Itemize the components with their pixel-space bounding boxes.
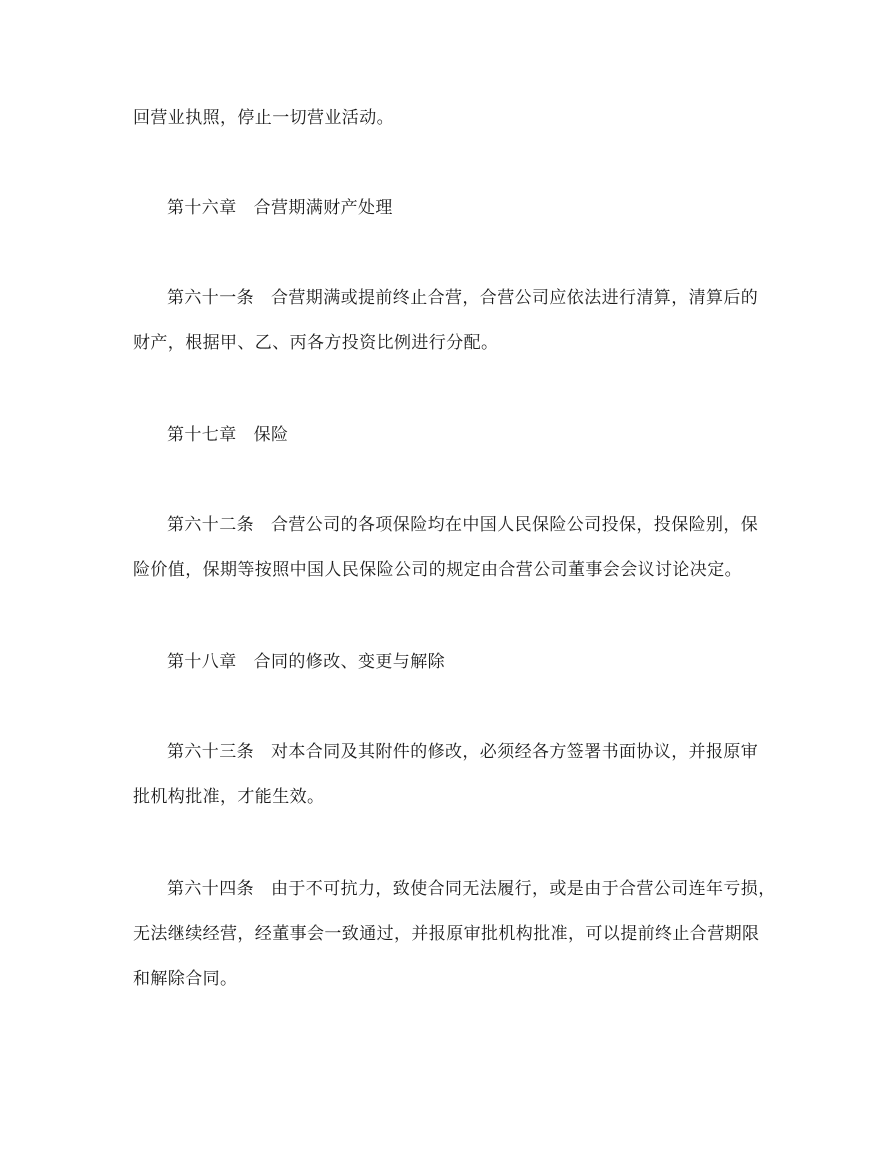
article-61-line-2: 财产，根据甲、乙、丙各方投资比例进行分配。 bbox=[133, 333, 499, 353]
article-61-number: 第六十一条 bbox=[167, 288, 254, 308]
chapter-17-heading bbox=[167, 423, 807, 447]
article-63-number: 第六十三条 bbox=[167, 742, 254, 762]
chapter-17-title: 保险 bbox=[253, 425, 289, 445]
article-63-line-2: 批机构批准，才能生效。 bbox=[133, 787, 325, 807]
chapter-16-number: 第十六章 bbox=[167, 198, 237, 218]
chapter-16-title: 合营期满财产处理 bbox=[253, 198, 393, 218]
chapter-18-heading bbox=[167, 650, 807, 674]
article-62-number: 第六十二条 bbox=[167, 515, 254, 535]
chapter-18-title: 合同的修改、变更与解除 bbox=[253, 652, 446, 672]
article-64-line-3: 和解除合同。 bbox=[133, 969, 238, 989]
article-64-line-1: 第六十四条 由于不可抗力，致使合同无法履行，或是由于合营公司连年亏损， bbox=[167, 879, 776, 899]
article-62-line-2: 险价值，保期等按照中国人民保险公司的规定由合营公司董事会会议讨论决定。 bbox=[133, 560, 742, 580]
chapter-17-number: 第十七章 bbox=[167, 425, 237, 445]
article-64-line-2: 无法继续经营，经董事会一致通过，并报原审批机构批准，可以提前终止合营期限 bbox=[133, 924, 760, 944]
article-63-line-1: 第六十三条 对本合同及其附件的修改，必须经各方签署书面协议，并报原审 bbox=[167, 742, 759, 762]
chapter-16-heading bbox=[167, 196, 807, 220]
article-62-line-1: 第六十二条 合营公司的各项保险均在中国人民保险公司投保，投保险别，保 bbox=[167, 515, 759, 535]
continuation-line: 回营业执照，停止一切营业活动。 bbox=[133, 108, 394, 128]
article-64-number: 第六十四条 bbox=[167, 879, 254, 899]
chapter-18-number: 第十八章 bbox=[167, 652, 237, 672]
article-61-line-1: 第六十一条 合营期满或提前终止合营，合营公司应依法进行清算，清算后的 bbox=[167, 288, 759, 308]
